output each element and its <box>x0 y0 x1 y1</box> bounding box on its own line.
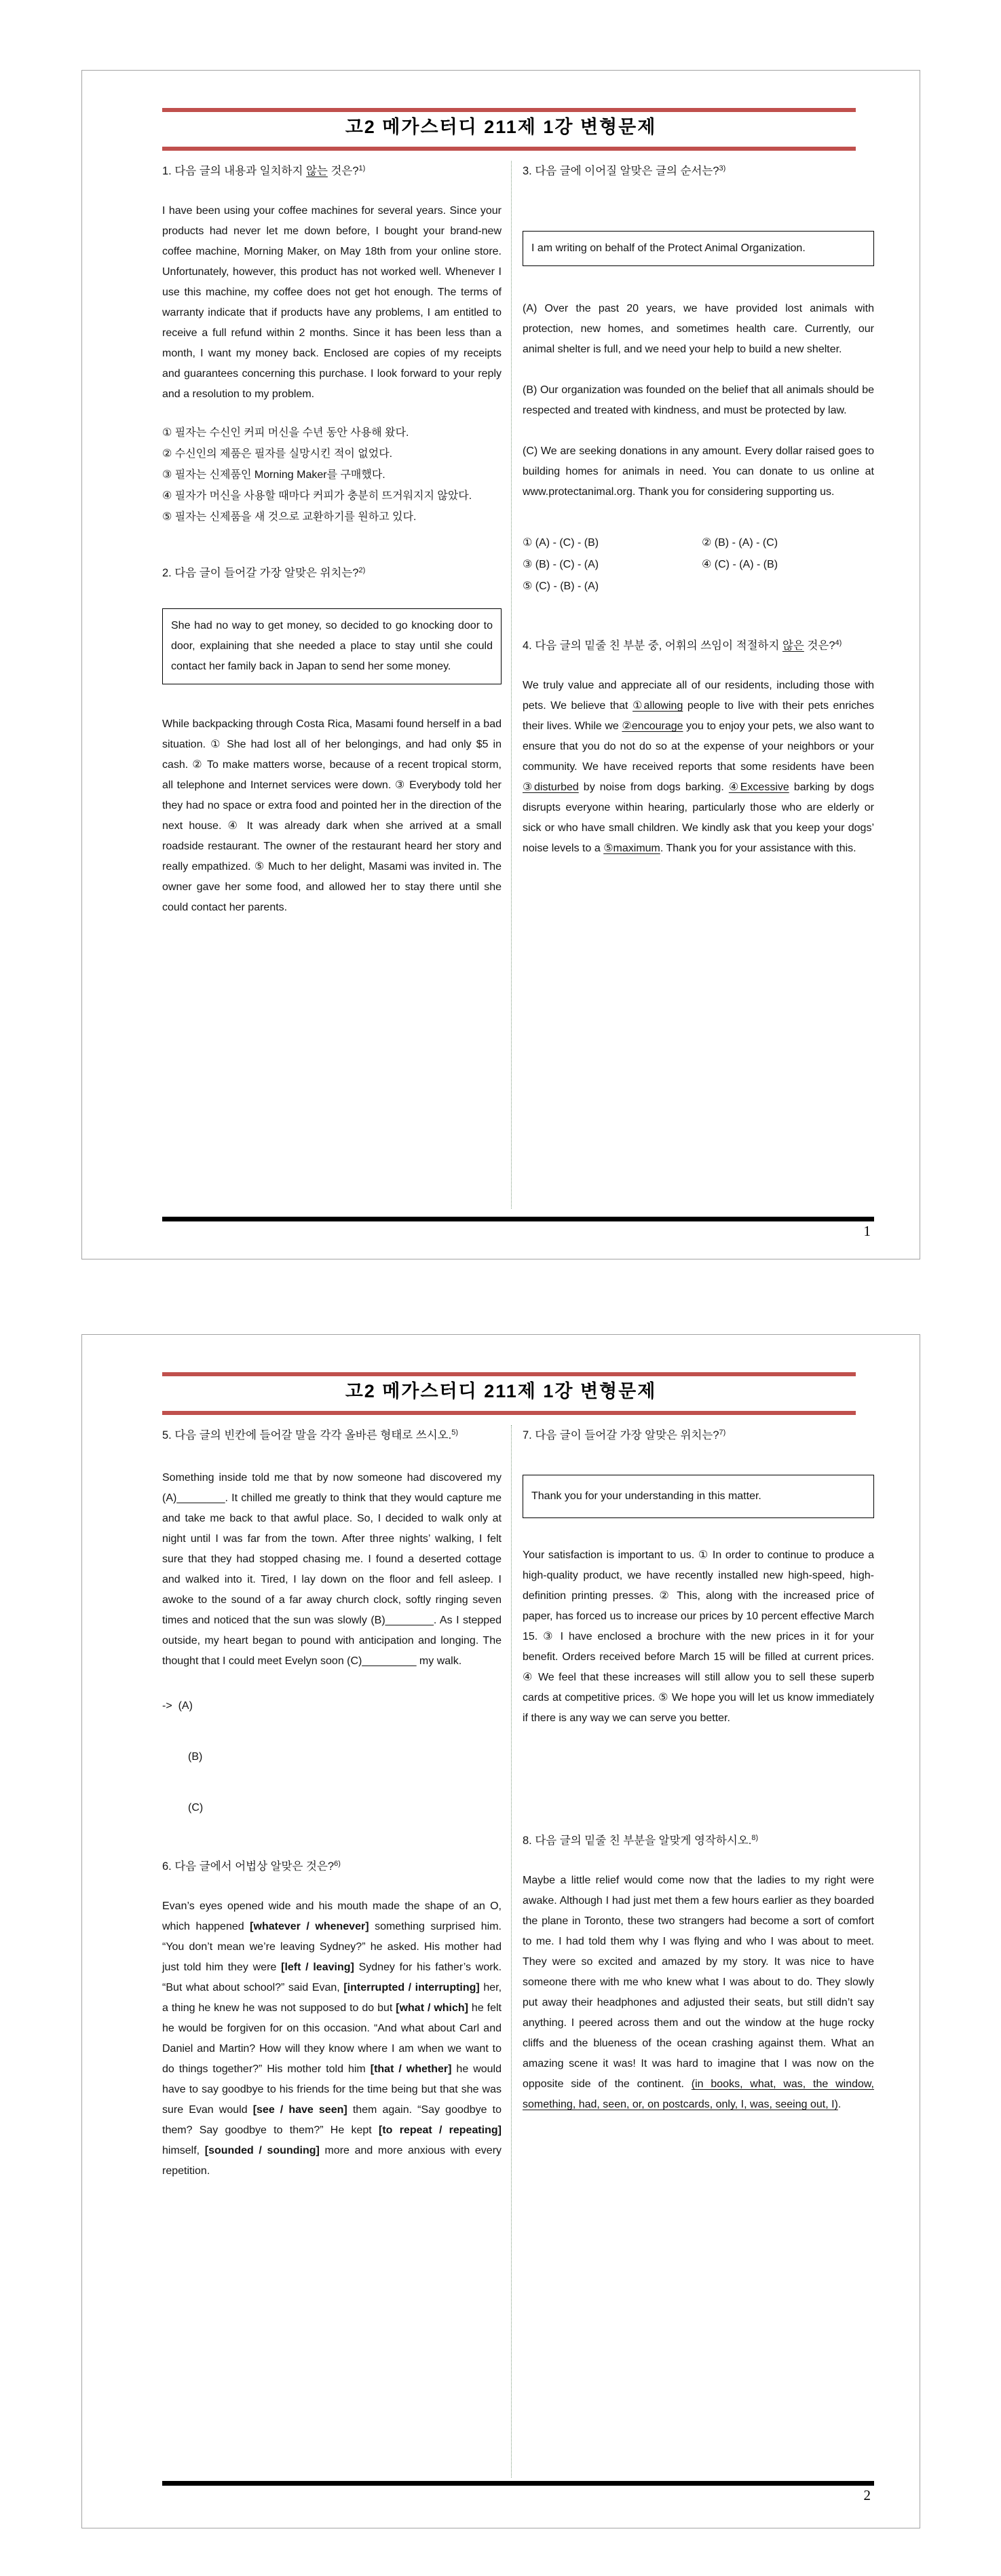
question-3-footnote-marker: 3) <box>719 164 726 172</box>
question-7-passage: Your satisfaction is important to us. ① In order to continue to produce a high-quality product, we have recently installed new high-speed, high-definition printing presses. ② This, along with the increased price of paper, has forced us to increase our prices by 10 percent effective March 15. ③ I have enclosed a brochure with the new prices in it for your benefit. Orders received before March 15 will be filled at current prices. ④ We feel that these increases will still allow you to sell these superb cards at competitive prices. ⑤ We hope you will let us know immediately if there is any way we can serve you better. <box>523 1549 874 1724</box>
question-8-passage <box>523 1871 874 2115</box>
question-4-passage <box>523 676 874 859</box>
footer-rule <box>162 1217 874 1221</box>
question-3-box-text: I am writing on behalf of the Protect Animal Organization. <box>531 242 806 254</box>
answer-blank-b: (B) <box>188 1751 203 1763</box>
question-7-box-text: Thank you for your understanding in this matter. <box>531 1490 761 1502</box>
question-1-label-pre: 1. 다음 글의 내용과 일치하지 <box>162 165 307 177</box>
passage-text: by noise from dogs barking. <box>578 781 729 793</box>
question-2-footnote-marker: 2) <box>358 566 366 574</box>
question-5-answer-line-b <box>162 1747 502 1767</box>
choice-bracket-4: [what / which] <box>396 2002 468 2014</box>
option-item: ④ (C) - (A) - (B) <box>702 559 778 570</box>
question-6-footnote-marker: 6) <box>334 1860 341 1868</box>
passage-text: Sydney for his father’s work. “But what about school?” said Evan, <box>162 1962 502 1993</box>
question-3-paragraph-a: (A) Over the past 20 years, we have provided lost animals with protection, new homes, and sometimes health care. Currently, our animal shelter is full, and we need your help to build a new shelter. <box>523 303 874 355</box>
question-5-label <box>162 1425 502 1448</box>
header-rule-bottom <box>162 147 856 151</box>
page-1-left-column <box>162 161 502 1209</box>
passage-text: people to live with their pets enriches their lives. While we <box>523 700 875 732</box>
choice-bracket-5: [that / whether] <box>370 2063 452 2075</box>
option-item: ⑤ 필자는 신제품을 새 것으로 교환하기를 원하고 있다. <box>162 511 417 523</box>
question-8-label-text: 8. 다음 글의 밑줄 친 부분을 알맞게 영작하시오. <box>523 1835 752 1847</box>
question-2-label-text: 2. 다음 글이 들어갈 가장 알맞은 위치는? <box>162 567 359 579</box>
question-4-label-post: 것은? <box>804 640 835 652</box>
passage-text: Evan’s eyes opened wide and his mouth made the shape of an O, which happened <box>162 1900 502 1932</box>
answer-blank-a: (A) <box>178 1700 193 1712</box>
question-4-footnote-marker: 4) <box>835 639 842 647</box>
page-number: 2 <box>863 2487 871 2503</box>
passage-text: We truly value and appreciate all of our residents, including those with pets. We believe that <box>523 680 874 712</box>
question-6-label-text: 6. 다음 글에서 어법상 알맞은 것은? <box>162 1860 335 1873</box>
underlined-word-3: ③disturbed <box>523 781 579 793</box>
question-2-quote-box <box>162 608 502 684</box>
passage-text: himself, <box>162 2145 205 2156</box>
passage-text: something surprised him. “You don’t mean we’re leaving Sydney?” he asked. His mother had just told him they were <box>162 1921 502 1973</box>
choice-bracket-3: [interrupted / interrupting] <box>343 1982 480 1993</box>
passage-text: barking by dogs disrupts everyone within hearing, particularly those who are elderly or sick or who have small children. We kindly ask that you keep your dogs’ noise levels to a <box>523 781 874 854</box>
page-title: 고2 메가스터디 211제 1강 변형문제 <box>345 117 657 137</box>
question-2-box-text: She had no way to get money, so decided to go knocking door to door, explaining that she needed a place to stay until she could contact her family back in Japan to send her some money. <box>171 620 493 672</box>
question-1-label-underlined: 않는 <box>306 165 328 177</box>
option-item: ① (A) - (C) - (B) <box>523 537 599 549</box>
column-divider <box>511 1425 512 2478</box>
question-7-quote-box <box>523 1475 874 1518</box>
choice-bracket-8: [sounded / sounding] <box>204 2145 320 2156</box>
question-3-paragraph-b: (B) Our organization was founded on the belief that all animals should be respected and treated with kindness, and must be protected by law. <box>523 384 874 416</box>
question-1-options <box>162 422 502 528</box>
question-5-answer-line-c <box>162 1798 502 1818</box>
page-title: 고2 메가스터디 211제 1강 변형문제 <box>345 1381 657 1401</box>
question-3-quote-box <box>523 231 874 266</box>
passage-text: . <box>837 2099 842 2110</box>
underlined-word-bank: (in books, what, was, the window, something, had, seen, or, on postcards, only, I, was, seeing out, I) <box>523 2078 875 2110</box>
passage-text: them again. “Say goodbye to them? Say goodbye to them?” He kept <box>162 2104 502 2136</box>
question-4-label-underlined: 않은 <box>782 640 804 652</box>
worksheet-page-2 <box>81 1334 920 2528</box>
question-3-label <box>523 161 874 183</box>
option-item: ③ (B) - (C) - (A) <box>523 559 599 570</box>
underlined-word-2: ②encourage <box>622 720 683 732</box>
question-8-footnote-marker: 8) <box>751 1834 759 1842</box>
page-2-left-column <box>162 1425 502 2478</box>
question-4-label <box>523 636 874 658</box>
option-item: ⑤ (C) - (B) - (A) <box>523 581 599 592</box>
option-item: ① 필자는 수신인 커피 머신을 수년 동안 사용해 왔다. <box>162 427 409 439</box>
option-item: ② 수신인의 제품은 필자를 실망시킨 적이 없었다. <box>162 448 393 460</box>
question-1-label-post: 것은? <box>327 165 359 177</box>
question-5-label-text: 5. 다음 글의 빈칸에 들어갈 말을 각각 올바른 형태로 쓰시오. <box>162 1429 452 1441</box>
question-7-footnote-marker: 7) <box>719 1429 726 1437</box>
underlined-word-1: ①allowing <box>632 700 683 712</box>
passage-text: Maybe a little relief would come now that the ladies to my right were awake. Although I had just met them a few hours earlier as they boarded the plane in Toronto, these two strangers had become a sort of comfort to me. I had told them why I was flying and who I was about to meet. They were so excited and amazed by my story. It was nice to have someone there with me who knew what I was about to do. They slowly put away their headphones and adjusted their seats, but still didn’t say anything. I peered across them and out the window at the huge rocky cliffs and the blueness of the ocean crashing against them. What an amazing scene it was! It was hard to imagine that I was now on the opposite side of the continent. <box>523 1875 874 2090</box>
passage-text: more and more anxious with every repetition. <box>162 2145 502 2177</box>
question-2-label <box>162 563 502 585</box>
option-item: ③ 필자는 신제품인 Morning Maker를 구매했다. <box>162 469 385 481</box>
question-4-label-pre: 4. 다음 글의 밑줄 친 부분 중, 어휘의 쓰임이 적절하지 <box>523 640 782 652</box>
question-7-label <box>523 1425 874 1448</box>
question-7-label-text: 7. 다음 글이 들어갈 가장 알맞은 위치는? <box>523 1429 719 1441</box>
question-5-footnote-marker: 5) <box>451 1429 458 1437</box>
question-1-label <box>162 161 502 183</box>
worksheet-page-1 <box>81 70 920 1259</box>
question-2-passage: While backpacking through Costa Rica, Masami found herself in a bad situation. ① She had lost all of her belongings, and had only $5 in cash. ② To make matters worse, because of a recent tropical storm, all telephone and Internet services were down. ③ Everybody told her they had no space or extra food and pointed her in the direction of the next house. ④ It was already dark when she arrived at a small roadside restaurant. The owner of the restaurant heard her story and really empathized. ⑤ Much to her delight, Masami was invited in. The owner gave her some food, and allowed her to stay there until she could contact her parents. <box>162 718 502 913</box>
header-rule-bottom <box>162 1411 856 1415</box>
footer-rule <box>162 2481 874 2486</box>
underlined-word-4: ④Excessive <box>728 781 789 793</box>
option-item: ④ 필자가 머신을 사용할 때마다 커피가 충분히 뜨거워지지 않았다. <box>162 490 472 502</box>
choice-bracket-6: [see / have seen] <box>252 2104 347 2116</box>
page-number: 1 <box>863 1223 871 1239</box>
question-8-label <box>523 1830 874 1853</box>
answer-blank-c: (C) <box>188 1802 204 1814</box>
page-1-right-column <box>523 161 874 1209</box>
passage-text: he felt he would be forgiven for on this occasion. “And what about Carl and Daniel and Martin? How will they know where I am when we want to do things together?” His mother told him <box>162 2002 502 2075</box>
passage-text: her, a thing he knew he was not supposed to do but <box>162 1982 502 2014</box>
question-3-options <box>523 532 874 597</box>
page-2-columns <box>162 1425 874 2478</box>
question-6-passage <box>162 1896 502 2182</box>
question-1-footnote-marker: 1) <box>358 164 366 172</box>
question-6-label <box>162 1856 502 1879</box>
choice-bracket-7: [to repeat / repeating] <box>379 2124 502 2136</box>
question-3-label-text: 3. 다음 글에 이어질 알맞은 글의 순서는? <box>523 165 719 177</box>
question-5-passage: Something inside told me that by now someone had discovered my (A)________. It chilled me greatly to think that they would capture me and take me back to that awful place. So, I decided to walk only at night until I was far from the town. After three nights’ walking, I felt sure that they had stopped chasing me. I found a deserted cottage and walked into it. Tired, I lay down on the floor and fell asleep. I awoke to the sound of a far away church clock, softly ringing seven times and noticed that the sun was slowly (B)________. As I stepped outside, my heart began to pound with anticipation and longing. The thought that I could meet Evelyn soon (C)_________ my walk. <box>162 1472 502 1667</box>
page-1-columns <box>162 161 874 1209</box>
underlined-word-5: ⑤maximum <box>603 843 660 854</box>
choice-bracket-1: [whatever / whenever] <box>250 1921 369 1932</box>
passage-text: you to enjoy your pets, we also want to ensure that you do not do so at the expense of your neighbors or your community. We have received reports that some residents have been <box>523 720 874 773</box>
question-5-answer-line-a <box>162 1696 502 1716</box>
column-divider <box>511 161 512 1209</box>
choice-bracket-2: [left / leaving] <box>281 1962 354 1973</box>
page-2-right-column <box>523 1425 874 2478</box>
passage-text: he would have to say goodbye to his friends for the time being but that she was sure Evan would <box>162 2063 502 2116</box>
question-3-paragraph-c: (C) We are seeking donations in any amount. Every dollar raised goes to building homes for animals in need. You can donate to us online at www.protectanimal.org. Thank you for considering supporting us. <box>523 445 874 498</box>
question-1-passage: I have been using your coffee machines for several years. Since your products had never let me down before, I bought your brand-new coffee machine, Morning Maker, on May 18th from your online store. Unfortunately, however, this product has not worked well. Whenever I use this machine, my coffee does not get hot enough. The terms of warranty indicate that if products have any problems, I am entitled to receive a full refund within 2 months. Since it has been less than a month, I want my money back. Enclosed are copies of my receipts and guarantees concerning this purchase. I look forward to your reply and a resolution to my problem. <box>162 205 502 400</box>
option-item: ② (B) - (A) - (C) <box>702 537 778 549</box>
passage-text: . Thank you for your assistance with this. <box>660 843 856 854</box>
answer-arrow: -> <box>162 1700 172 1712</box>
